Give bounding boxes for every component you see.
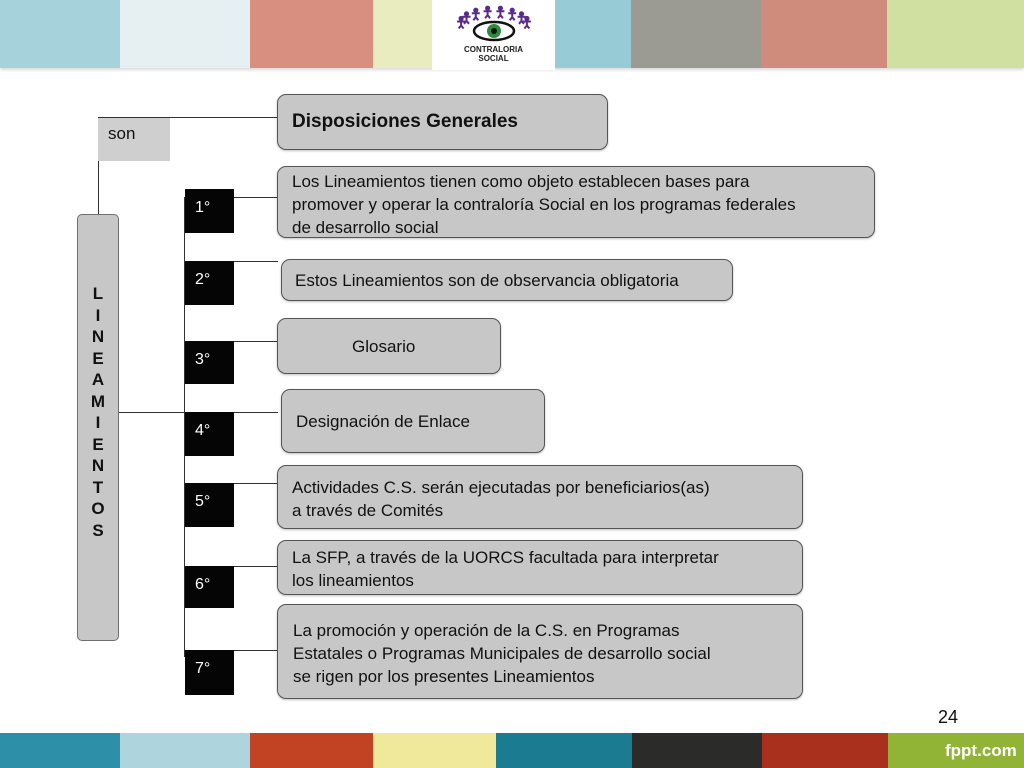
vertical-letter: A [91, 370, 105, 389]
logo-person-body [508, 12, 516, 20]
item-box-3 [277, 318, 501, 374]
top-strip-segment [250, 0, 373, 68]
item-box-4 [281, 389, 545, 453]
top-strip-segment [0, 0, 120, 68]
item-box-7 [277, 604, 803, 699]
lineamientos-vertical-label [78, 283, 118, 541]
item-7-line-3: se rigen por los presentes Lineamientos [293, 667, 595, 686]
item-5-line-1: Actividades C.S. serán ejecutadas por beneficiarios(as) [292, 478, 710, 497]
item-7-line-2: Estatales o Programas Municipales de desarrollo social [293, 644, 711, 663]
connector-5 [234, 483, 278, 484]
number-box-1: 1° [185, 189, 234, 233]
item-6-line-1: La SFP, a través de la UORCS facultada para interpretar [292, 548, 719, 567]
top-strip-segment [120, 0, 250, 68]
connector-2 [234, 261, 278, 262]
top-strip-segment [555, 0, 631, 68]
bottom-strip-segment [250, 733, 373, 768]
item-4-line-1: Designación de Enlace [296, 412, 470, 431]
vertical-letter: I [95, 305, 101, 325]
item-2-line-1: Estos Lineamientos son de observancia obligatoria [295, 271, 679, 290]
item-box-5 [277, 465, 803, 529]
number-box-7: 7° [185, 650, 234, 695]
people-eye-logo-icon [452, 4, 536, 44]
logo-person-body [522, 21, 530, 29]
vertical-letter: L [92, 284, 104, 303]
number-box-4: 4° [185, 412, 234, 456]
logo-person-body [462, 16, 470, 24]
logo-person-icon [509, 8, 514, 13]
vertical-letter: E [92, 348, 104, 368]
item-box-2 [281, 259, 733, 301]
item-box-6 [277, 540, 803, 595]
item-3-line-1: Glosario [352, 337, 416, 356]
number-box-6: 6° [185, 566, 234, 608]
top-strip-segment [761, 0, 887, 68]
bottom-strip-segment [373, 733, 496, 768]
bottom-strip-segment [496, 733, 632, 768]
number-box-2: 2° [185, 261, 234, 305]
heading-title: Disposiciones Generales [292, 111, 518, 132]
logo-person-icon [485, 6, 490, 11]
logo-person-icon [473, 8, 478, 13]
vertical-letter: O [91, 499, 105, 518]
vertical-letter: M [90, 391, 106, 411]
vertical-letter: S [92, 520, 104, 540]
item-1-line-3: de desarrollo social [292, 218, 439, 237]
contraloria-social-logo [432, 0, 555, 70]
item-1-line-2: promover y operar la contraloría Social en los programas federales [292, 195, 796, 214]
item-5-line-2: a través de Comités [292, 501, 444, 520]
connector-7 [234, 650, 278, 651]
logo-person-body [483, 10, 491, 18]
bottom-strip-segment [120, 733, 250, 768]
logo-person-body [471, 12, 479, 20]
number-box-3: 3° [185, 341, 234, 384]
vertical-letter: N [91, 327, 105, 346]
vertical-letter: T [92, 477, 104, 497]
item-7-line-1: La promoción y operación de la C.S. en Programas [293, 621, 680, 640]
son-label: son [98, 118, 170, 161]
connector-1 [234, 197, 278, 198]
bottom-color-strip [0, 733, 1024, 768]
logo-person-body [517, 16, 525, 24]
item-box-1 [277, 166, 875, 238]
heading-box [277, 94, 608, 150]
bottom-strip-segment [0, 733, 120, 768]
top-strip-segment [631, 0, 761, 68]
number-box-5: 5° [185, 483, 234, 527]
lineamientos-root-box [77, 214, 119, 641]
item-6-line-2: los lineamientos [292, 571, 414, 590]
bottom-strip-segment [632, 733, 762, 768]
logo-person-icon [463, 11, 468, 16]
item-1-line-1: Los Lineamientos tienen como objeto establecen bases para [292, 172, 750, 191]
fppt-brand[interactable]: fppt.com [945, 741, 1017, 760]
logo-person-body [496, 10, 504, 18]
top-strip-segment [887, 0, 1024, 68]
logo-person-icon [497, 6, 502, 11]
logo-text-line-2: SOCIAL [478, 54, 509, 63]
top-strip-segment [373, 0, 432, 68]
connector-6 [234, 566, 278, 567]
logo-text-line-1: CONTRALORIA [463, 45, 524, 54]
vertical-letter: N [91, 456, 105, 475]
logo-person-body [457, 21, 465, 29]
vertical-letter: E [92, 434, 104, 454]
vertical-letter: I [95, 413, 101, 432]
bottom-strip-segment [762, 733, 888, 768]
connector-3 [234, 341, 278, 342]
logo-person-icon [524, 16, 529, 21]
logo-person-icon [518, 11, 523, 16]
logo-text [464, 45, 523, 63]
page-number: 24 [938, 707, 959, 727]
